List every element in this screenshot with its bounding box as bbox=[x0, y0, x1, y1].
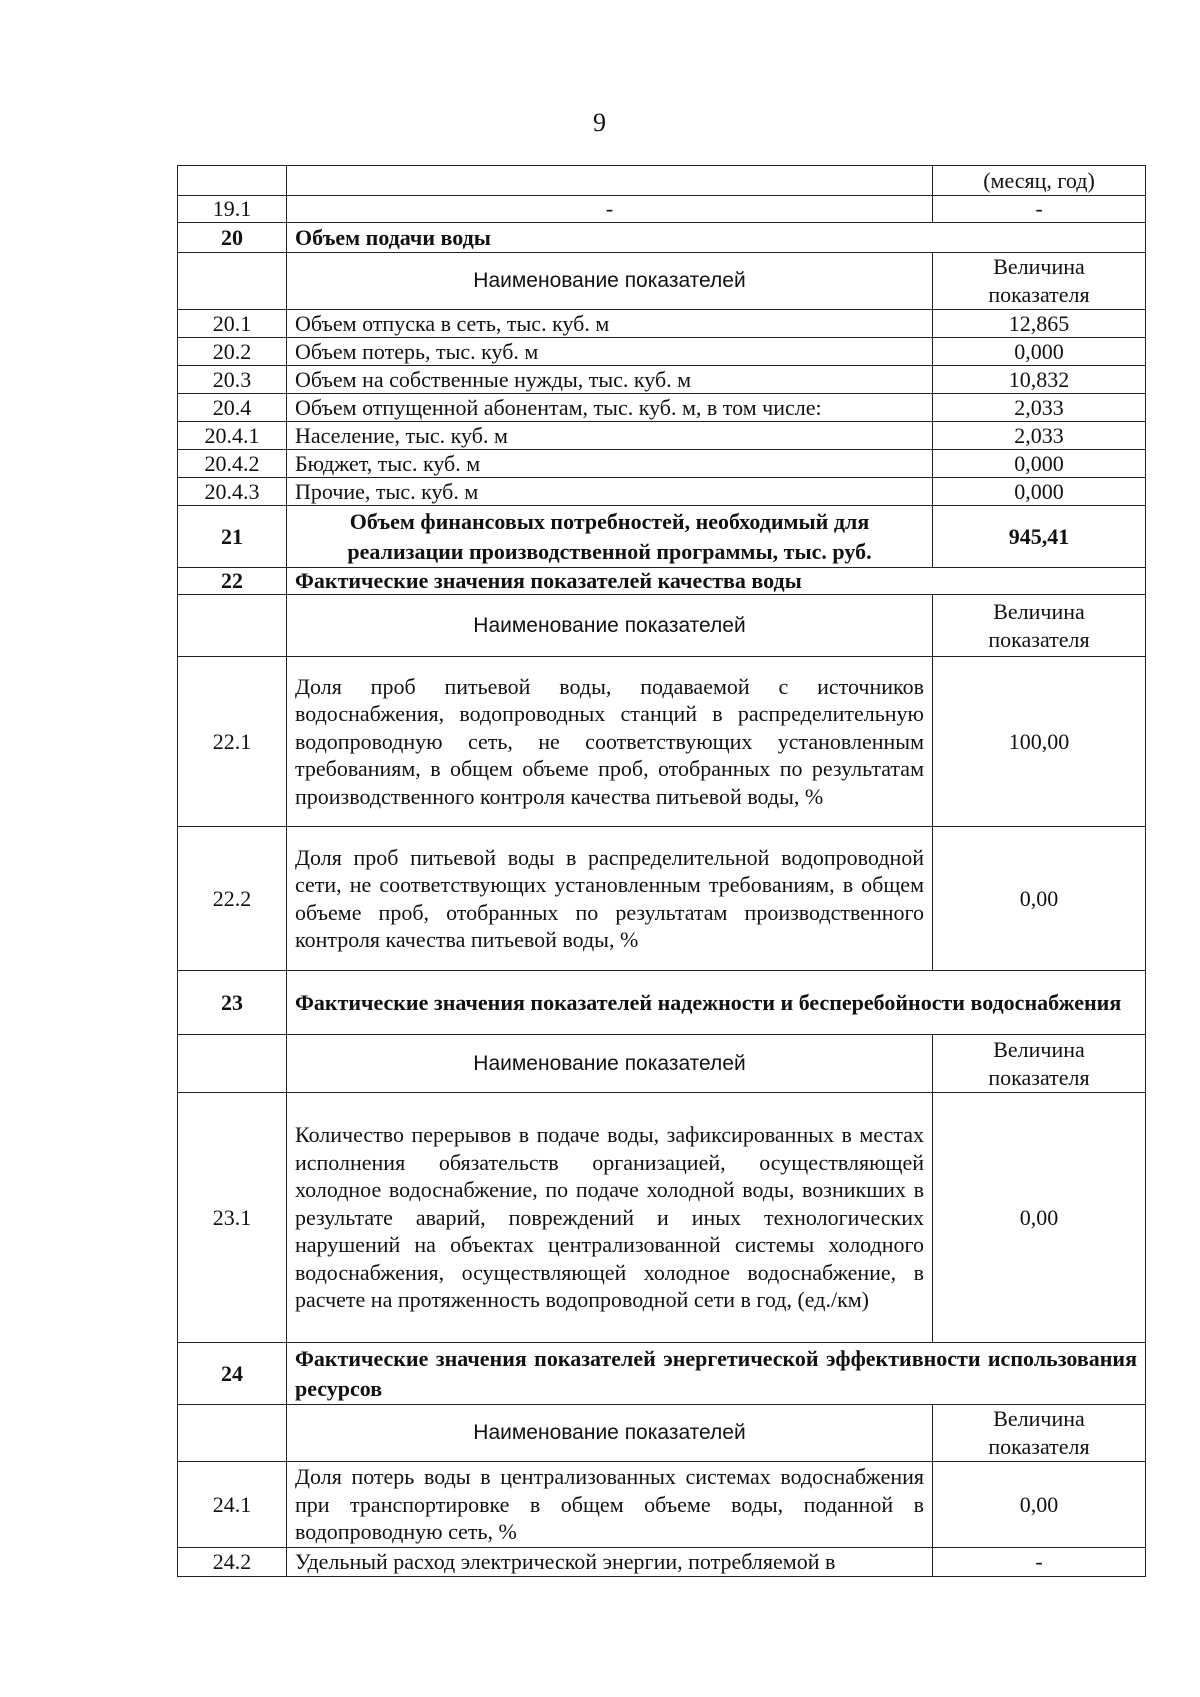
table-row bbox=[178, 310, 1146, 338]
column-header-value: Величина показателя bbox=[933, 595, 1146, 657]
row-value: 0,00 bbox=[933, 1093, 1146, 1343]
row-number: 20.1 bbox=[178, 310, 287, 338]
row-number: 23.1 bbox=[178, 1093, 287, 1343]
column-header-name: Наименование показателей bbox=[287, 1405, 933, 1462]
indicators-table bbox=[177, 165, 1146, 1577]
empty-cell bbox=[178, 595, 287, 657]
row-number: 24.1 bbox=[178, 1462, 287, 1548]
row-number: 20.2 bbox=[178, 338, 287, 366]
section-number: 21 bbox=[178, 506, 287, 568]
table-row-header-cont bbox=[178, 166, 1146, 196]
column-header-row bbox=[178, 253, 1146, 310]
column-header-value: Величина показателя bbox=[933, 253, 1146, 310]
column-header-value: Величина показателя bbox=[933, 1035, 1146, 1093]
section-20-row bbox=[178, 223, 1146, 253]
column-header-name: Наименование показателей bbox=[287, 1035, 933, 1093]
row-value: 0,00 bbox=[933, 1462, 1146, 1548]
row-number: 20.4.2 bbox=[178, 450, 287, 478]
section-title: Фактические значения показателей качества воды bbox=[287, 568, 1146, 595]
column-header-row bbox=[178, 1405, 1146, 1462]
row-value: 10,832 bbox=[933, 366, 1146, 394]
row-number: 22.2 bbox=[178, 827, 287, 971]
row-name: Доля потерь воды в централизованных системах водоснабжения при транспортировке в общем объеме воды, поданной в водопроводную сеть, % bbox=[287, 1462, 933, 1548]
section-23-row bbox=[178, 971, 1146, 1035]
row-value: - bbox=[933, 1548, 1146, 1577]
section-title: Фактические значения показателей энергетической эффективности использования ресурсов bbox=[287, 1343, 1146, 1405]
row-name: Население, тыс. куб. м bbox=[287, 422, 933, 450]
row-value: 2,033 bbox=[933, 422, 1146, 450]
row-value: 0,000 bbox=[933, 478, 1146, 506]
row-number: 22.1 bbox=[178, 657, 287, 827]
row-name: Удельный расход электрической энергии, потребляемой в bbox=[287, 1548, 933, 1577]
column-header-name: Наименование показателей bbox=[287, 595, 933, 657]
table-row bbox=[178, 827, 1146, 971]
row-value: 0,000 bbox=[933, 450, 1146, 478]
row-name bbox=[287, 166, 933, 196]
row-value: 100,00 bbox=[933, 657, 1146, 827]
empty-cell bbox=[178, 253, 287, 310]
table-row bbox=[178, 1093, 1146, 1343]
row-value: 2,033 bbox=[933, 394, 1146, 422]
table-row bbox=[178, 1462, 1146, 1548]
column-header-row bbox=[178, 595, 1146, 657]
row-name: Прочие, тыс. куб. м bbox=[287, 478, 933, 506]
table-row bbox=[178, 366, 1146, 394]
row-name: Объем отпущенной абонентам, тыс. куб. м, в том числе: bbox=[287, 394, 933, 422]
row-name: Доля проб питьевой воды, подаваемой с источников водоснабжения, водопроводных станций в распределительную водопроводную сеть, не соответствующих установленным требованиям, в общем объеме проб, отобранных по результатам производственного контроля качества питьевой воды, % bbox=[287, 657, 933, 827]
row-value: - bbox=[933, 196, 1146, 223]
row-name: - bbox=[287, 196, 933, 223]
page-number: 9 bbox=[593, 108, 607, 137]
row-value: 12,865 bbox=[933, 310, 1146, 338]
section-number: 23 bbox=[178, 971, 287, 1035]
section-number: 20 bbox=[178, 223, 287, 253]
row-number bbox=[178, 166, 287, 196]
row-value: 0,000 bbox=[933, 338, 1146, 366]
section-number: 22 bbox=[178, 568, 287, 595]
empty-cell bbox=[178, 1035, 287, 1093]
section-value: 945,41 bbox=[933, 506, 1146, 568]
section-21-row bbox=[178, 506, 1146, 568]
row-value: 0,00 bbox=[933, 827, 1146, 971]
table-row-19-1 bbox=[178, 196, 1146, 223]
section-24-row bbox=[178, 1343, 1146, 1405]
row-name: Бюджет, тыс. куб. м bbox=[287, 450, 933, 478]
row-value: (месяц, год) bbox=[933, 166, 1146, 196]
table-row bbox=[178, 657, 1146, 827]
row-number: 20.4.3 bbox=[178, 478, 287, 506]
table-row bbox=[178, 422, 1146, 450]
row-name: Объем на собственные нужды, тыс. куб. м bbox=[287, 366, 933, 394]
table-row bbox=[178, 478, 1146, 506]
column-header-row bbox=[178, 1035, 1146, 1093]
row-number: 20.3 bbox=[178, 366, 287, 394]
section-title: Фактические значения показателей надежности и бесперебойности водоснабжения bbox=[287, 971, 1146, 1035]
section-title: Объем финансовых потребностей, необходимый для реализации производственной программы, тыс. руб. bbox=[287, 506, 933, 568]
row-number: 19.1 bbox=[178, 196, 287, 223]
section-title: Объем подачи воды bbox=[287, 223, 1146, 253]
table-row bbox=[178, 450, 1146, 478]
section-number: 24 bbox=[178, 1343, 287, 1405]
row-number: 20.4 bbox=[178, 394, 287, 422]
row-name: Количество перерывов в подаче воды, зафиксированных в местах исполнения обязательств организацией, осуществляющей холодное водоснабжение, по подаче холодной воды, возникших в результате аварий, повреждений и иных технологических нарушений на объектах централизованной системы холодного водоснабжения, осуществляющей холодное водоснабжение, в расчете на протяженность водопроводной сети в год, (ед./км) bbox=[287, 1093, 933, 1343]
row-name: Доля проб питьевой воды в распределительной водопроводной сети, не соответствующих установленным требованиям, в общем объеме проб, отобранных по результатам производственного контроля качества питьевой воды, % bbox=[287, 827, 933, 971]
row-number: 24.2 bbox=[178, 1548, 287, 1577]
table-row bbox=[178, 1548, 1146, 1577]
column-header-value: Величина показателя bbox=[933, 1405, 1146, 1462]
section-22-row bbox=[178, 568, 1146, 595]
row-name: Объем отпуска в сеть, тыс. куб. м bbox=[287, 310, 933, 338]
empty-cell bbox=[178, 1405, 287, 1462]
column-header-name: Наименование показателей bbox=[287, 253, 933, 310]
row-name: Объем потерь, тыс. куб. м bbox=[287, 338, 933, 366]
table-row bbox=[178, 338, 1146, 366]
table-row bbox=[178, 394, 1146, 422]
row-number: 20.4.1 bbox=[178, 422, 287, 450]
